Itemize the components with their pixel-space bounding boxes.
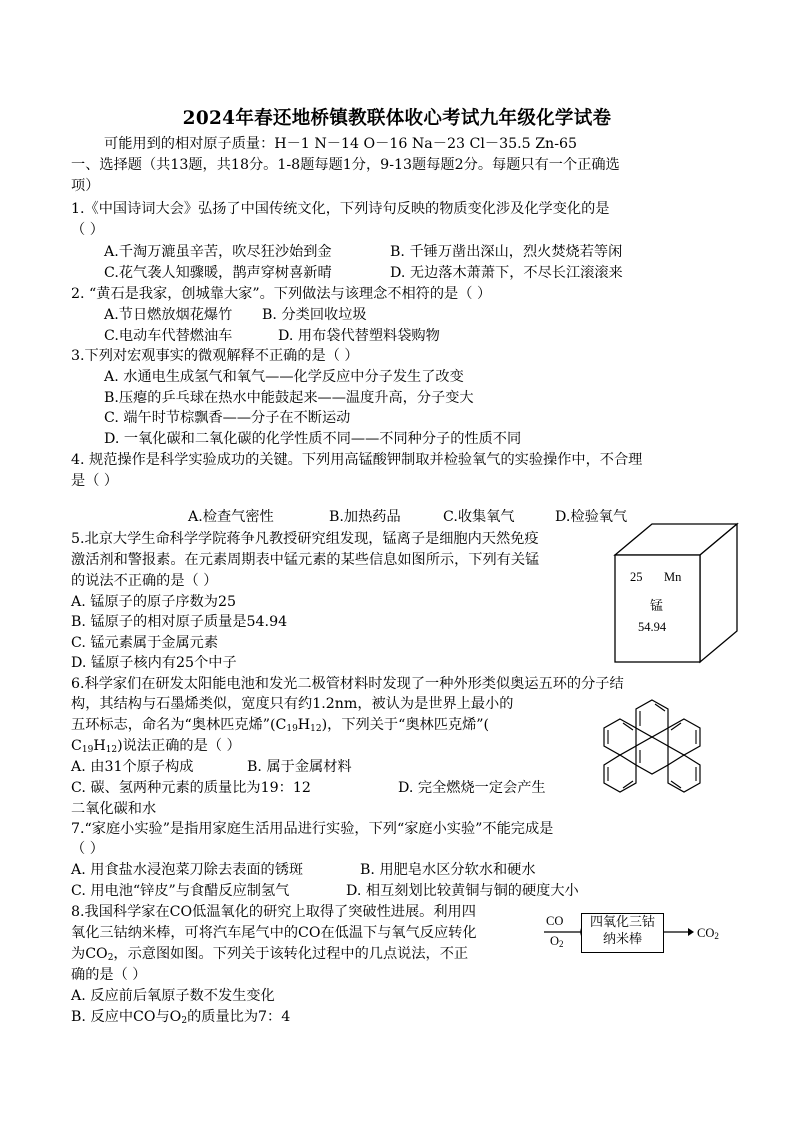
q8-stem-cont3: 确的是（ ） bbox=[71, 967, 147, 983]
exam-title: 2024年春还地桥镇教联体收心考试九年级化学试卷 bbox=[182, 108, 612, 129]
diagram-input-o2: $O_2$ bbox=[550, 934, 564, 949]
q3-option-b: B.压瘪的乒乓球在热水中能鼓起来——温度升高，分子变大 bbox=[104, 390, 474, 406]
q5-stem-cont2: 的说法不正确的是（ ） bbox=[71, 573, 218, 589]
q6-option-a: A. 由31个原子构成 bbox=[71, 759, 194, 775]
diagram-input-co: CO bbox=[546, 914, 564, 928]
q3-option-d: D. 一氧化碳和二氧化碳的化学性质不同——不同种分子的性质不同 bbox=[104, 431, 522, 447]
q1-option-c: C.花气袭人知骤暖，鹊声穿树喜新晴 bbox=[104, 265, 332, 281]
q3-stem: 3.下列对宏观事实的微观解释不正确的是（ ） bbox=[71, 348, 359, 364]
olympicene-structure bbox=[584, 690, 724, 808]
atomic-masses: 可能用到的相对原子质量：H－1 N－14 O－16 Na－23 Cl－35.5 Zn-65 bbox=[104, 136, 578, 152]
q8-option-a: A. 反应前后氧原子数不发生变化 bbox=[71, 988, 275, 1004]
q6-option-d: D. 完全燃烧一定会产生 bbox=[398, 780, 546, 796]
q3-option-a: A. 水通电生成氢气和氧气——化学反应中分子发生了改变 bbox=[104, 369, 464, 385]
q4-option-b: B.加热药品 bbox=[329, 509, 401, 525]
q8-option-b: B. 反应中CO与$O_2$的质量比为7：4 bbox=[71, 1009, 291, 1026]
q5-option-a: A. 锰原子的原子序数为25 bbox=[71, 594, 237, 610]
q4-option-c: C.收集氧气 bbox=[443, 509, 515, 525]
q7-stem: 7.“家庭小实验”是指用家庭生活用品进行实验，下列“家庭小实验”不能完成是 bbox=[71, 821, 554, 837]
q1-stem: 1.《中国诗词大会》弘扬了中国传统文化，下列诗句反映的物质变化涉及化学变化的是 bbox=[71, 201, 610, 217]
q2-option-d: D. 用布袋代替塑料袋购物 bbox=[278, 328, 440, 344]
q6-option-c: C. 碳、氢两种元素的质量比为19：12 bbox=[71, 780, 311, 796]
q6-stem-cont1: 构，其结构与石墨烯类似，宽度只有约1.2nm，被认为是世界上最小的 bbox=[71, 696, 514, 712]
q7-option-d: D. 相互刻划比较黄铜与铜的硬度大小 bbox=[346, 883, 579, 899]
element-atomic-mass: 54.94 bbox=[638, 620, 667, 634]
q2-stem: 2. “黄石是我家，创城靠大家”。下列做法与该理念不相符的是（ ） bbox=[71, 286, 492, 302]
q5-stem-cont1: 激活剂和警报素。在元素周期表中锰元素的某些信息如图所示，下列有关锰 bbox=[71, 552, 540, 568]
q4-option-d: D.检验氧气 bbox=[555, 509, 628, 525]
q8-stem-cont2: 为$CO_2$，示意图如图。下列关于该转化过程中的几点说法，不正 bbox=[71, 946, 469, 963]
element-symbol: Mn bbox=[664, 570, 682, 584]
q6-option-b: B. 属于金属材料 bbox=[247, 759, 352, 775]
q2-option-b: B. 分类回收垃圾 bbox=[262, 307, 367, 323]
q1-option-b: B. 千锤万凿出深山，烈火焚烧若等闲 bbox=[390, 244, 623, 260]
diagram-catalyst-box bbox=[581, 913, 664, 953]
q6-option-d-cont: 二氧化碳和水 bbox=[71, 801, 157, 817]
q1-option-a: A.千淘万漉虽辛苦，吹尽狂沙始到金 bbox=[104, 244, 332, 260]
q8-stem: 8.我国科学家在CO低温氧化的研究上取得了突破性进展。利用四 bbox=[71, 904, 476, 920]
q4-stem-cont: 是（ ） bbox=[71, 473, 119, 489]
q1-answer-paren: （ ） bbox=[71, 222, 104, 238]
element-cube-frame bbox=[600, 518, 740, 668]
q7-option-c: C. 用电池“锌皮”与食醋反应制氢气 bbox=[71, 883, 290, 899]
q7-option-a: A. 用食盐水浸泡菜刀除去表面的锈斑 bbox=[71, 862, 304, 878]
q1-option-d: D. 无边落木萧萧下，不尽长江滚滚来 bbox=[390, 265, 623, 281]
q4-stem: 4. 规范操作是科学实验成功的关键。下列用高锰酸钾制取并检验氧气的实验操作中，不合理 bbox=[71, 452, 643, 468]
q7-answer-paren: （ ） bbox=[71, 841, 104, 857]
q6-stem-cont3: $C_{19}H_{12}$)说法正确的是（ ） bbox=[71, 738, 241, 755]
q3-option-c: C. 端午时节棕飘香——分子在不断运动 bbox=[104, 410, 351, 426]
q7-option-b: B. 用肥皂水区分软水和硬水 bbox=[360, 862, 536, 878]
section-heading-cont: 项） bbox=[71, 178, 100, 194]
section-heading: 一、选择题（共13题，共18分。1-8题每题1分，9-13题每题2分。每题只有一个正确选 bbox=[71, 157, 620, 173]
q6-stem-cont2: 五环标志，命名为“奥林匹克烯$”(C_{19}H_{12})$，下列关于“奥林匹克烯”( bbox=[71, 717, 490, 734]
q4-option-a: A.检查气密性 bbox=[188, 509, 274, 525]
q5-option-d: D. 锰原子核内有25个中子 bbox=[71, 655, 237, 671]
q8-stem-cont1: 氧化三钴纳米棒，可将汽车尾气中的CO在低温下与氧气反应转化 bbox=[71, 925, 477, 941]
element-atomic-number: 25 bbox=[630, 570, 643, 584]
q2-option-c: C.电动车代替燃油车 bbox=[104, 328, 233, 344]
diagram-catalyst-line1: 四氧化三钴 bbox=[589, 915, 655, 930]
q2-option-a: A.节日燃放烟花爆竹 bbox=[104, 307, 233, 323]
diagram-output-co2: $CO_2$ bbox=[697, 926, 719, 941]
element-name: 锰 bbox=[650, 599, 664, 614]
q5-option-b: B. 锰原子的相对原子质量是54.94 bbox=[71, 614, 288, 630]
q5-stem: 5.北京大学生命科学学院蒋争凡教授研究组发现，锰离子是细胞内天然免疫 bbox=[71, 531, 539, 547]
q5-option-c: C. 锰元素属于金属元素 bbox=[71, 635, 219, 651]
q6-stem: 6.科学家们在研发太阳能电池和发光二极管材料时发现了一种外形类似奥运五环的分子结 bbox=[71, 676, 624, 692]
diagram-catalyst-line2: 纳米棒 bbox=[602, 932, 642, 947]
